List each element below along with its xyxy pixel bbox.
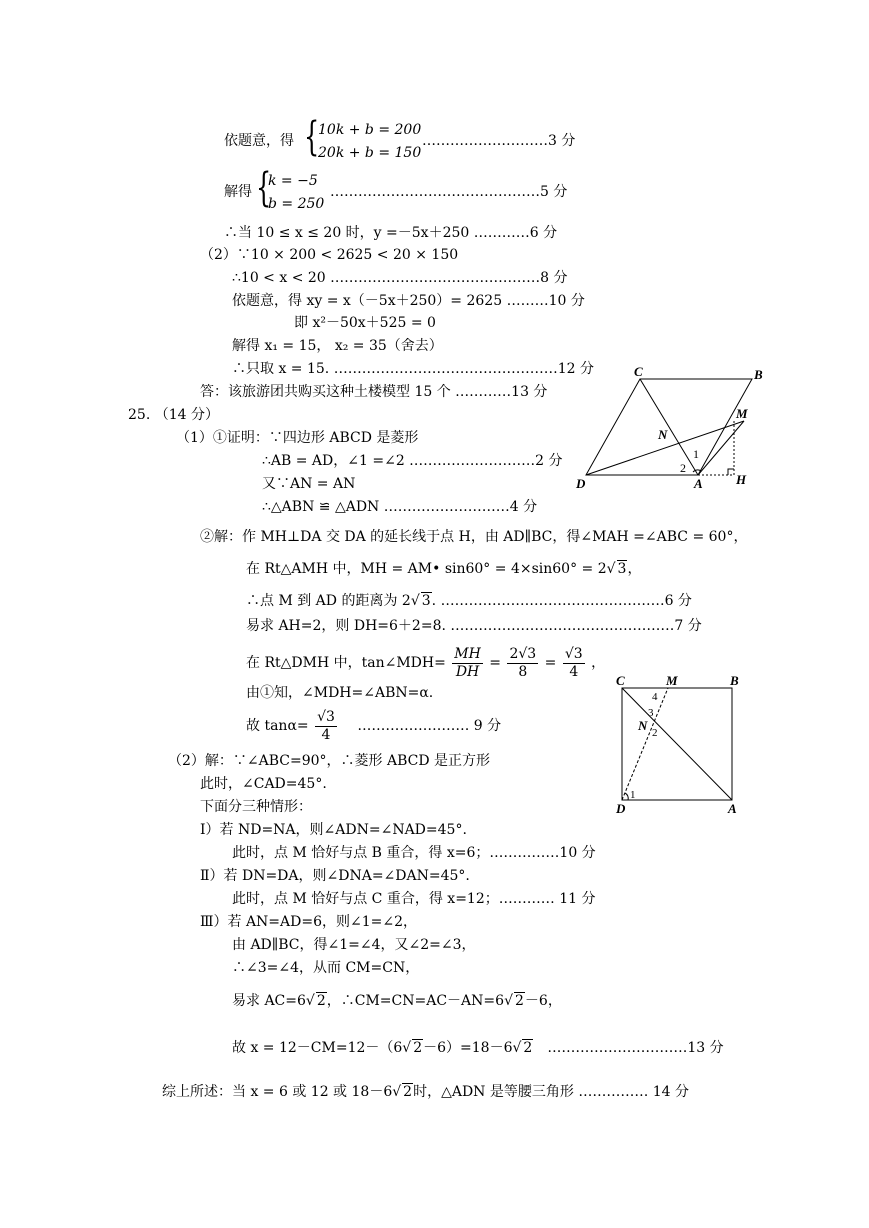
label-m: M <box>666 673 678 688</box>
radicand: 2 <box>316 993 326 1009</box>
case-1: Ⅰ）若 ND=NA，则∠ADN=∠NAD=45°. <box>200 822 467 838</box>
line-take: ∴只取 x = 15. …………………………………………12 分 <box>232 361 594 377</box>
fraction-2sqrt3-8 <box>507 646 538 681</box>
score-3: ………………………3 分 <box>422 133 576 149</box>
label-angle-1: 1 <box>693 447 699 461</box>
label-angle-1: 1 <box>630 789 636 801</box>
line-result: ∴当 10 ≤ x ≤ 20 时，y =－5x＋250 …………6 分 <box>224 225 558 241</box>
label-b: B <box>730 673 739 688</box>
line-cad: 此时，∠CAD=45°. <box>200 776 327 792</box>
text: ， <box>627 561 642 577</box>
numerator: √3 <box>317 708 335 725</box>
label-c: C <box>634 364 643 379</box>
line-quadratic: 即 x²－50x＋525 = 0 <box>294 315 436 331</box>
label-angle-4: 4 <box>652 691 658 703</box>
label-angle-2: 2 <box>680 461 686 475</box>
line-mh: 在 Rt△AMH 中，MH = AM• sin60° = 4×sin60° = 2√ 3， <box>246 561 642 577</box>
label-d: D <box>616 801 626 816</box>
radicand: 3 <box>617 561 627 577</box>
line-cases: 下面分三种情形： <box>200 799 312 815</box>
score-9: …………………… 9 分 <box>357 718 502 734</box>
text: = <box>544 655 557 671</box>
radicand: 2 <box>403 1084 413 1100</box>
numerator: MH <box>454 645 481 662</box>
case-2-result: 此时，点 M 恰好与点 C 重合，得 x=12；………… 11 分 <box>232 891 596 907</box>
denominator: DH <box>455 663 480 680</box>
figure-rhombus <box>572 364 772 494</box>
label-d: D <box>576 476 586 491</box>
score-5: ………………………………………5 分 <box>330 184 568 200</box>
case-3: Ⅲ）若 AN=AD=6，则∠1=∠2， <box>200 914 418 930</box>
numerator: 2√3 <box>509 645 537 662</box>
solution-b: b = 250 <box>268 196 325 208</box>
text: 在 Rt△AMH 中，MH = AM• sin60° = 4×sin60° = 2 <box>246 561 607 577</box>
text: 依题意，得 <box>224 133 294 149</box>
label-n: N <box>658 427 668 442</box>
brace: { <box>256 165 272 211</box>
case-3-line-1: 由 AD∥BC，得∠1=∠4，又∠2=∠3， <box>232 937 476 953</box>
fraction-sqrt3-4 <box>315 709 337 744</box>
brace: { <box>304 114 320 160</box>
label-angle-2: 2 <box>652 727 658 739</box>
text: －6， <box>524 993 562 1009</box>
line-ah: 易求 AH=2，则 DH=6＋2=8. …………………………………………7 分 <box>246 618 702 634</box>
angle-mark <box>625 793 628 800</box>
text: ， <box>591 655 606 671</box>
proof-line-3: ∴△ABN ≌ △ADN ………………………4 分 <box>262 499 538 515</box>
label-h: H <box>736 472 747 487</box>
case-2: Ⅱ）若 DN=DA，则∠DNA=∠DAN=45°. <box>200 868 470 884</box>
question-25: 25. （14 分） <box>128 407 219 423</box>
proof-line-2: 又∵AN = AN <box>262 476 356 492</box>
radicand: 2 <box>523 1040 533 1056</box>
radicand: 2 <box>514 993 524 1009</box>
part2-start: （2）∵10 × 200 < 2625 < 20 × 150 <box>200 247 459 263</box>
radicand: 3 <box>421 593 431 609</box>
text: = <box>489 655 502 671</box>
denominator: 8 <box>518 663 528 680</box>
line-answer: 答：该旅游团共购买这种土楼模型 15 个 …………13 分 <box>200 384 548 400</box>
solution-k: k = −5 <box>268 173 318 189</box>
line-equation-setup <box>224 132 294 150</box>
label-c: C <box>616 673 625 688</box>
text: 故 tanα= <box>246 718 309 734</box>
equation-2: 20k + b = 150 <box>318 145 422 161</box>
label-a: A <box>728 801 737 816</box>
proof-start: （1）①证明：∵四边形 ABCD 是菱形 <box>176 430 419 446</box>
equation-1: 10k + b = 200 <box>318 122 422 138</box>
line-tan <box>246 645 605 681</box>
conclusion: 综上所述：当 x = 6 或 12 或 18－6√ 2时，△ADN 是等腰三角形 …………… 14 分 <box>162 1084 690 1100</box>
text: 在 Rt△DMH 中，tan∠MDH= <box>246 655 446 671</box>
radicand: 2 <box>413 1040 423 1056</box>
segment-ca <box>640 379 698 475</box>
label-n: N <box>638 718 648 733</box>
diagonal-ca <box>622 688 732 800</box>
denominator: 4 <box>321 726 331 743</box>
label-angle-3: 3 <box>648 707 654 719</box>
numerator: √3 <box>564 645 583 662</box>
text: 故 x = 12－CM=12－（6 <box>232 1040 403 1056</box>
text: ∴点 M 到 AD 的距离为 2 <box>246 593 411 609</box>
line-alpha: 由①知，∠MDH=∠ABN=α. <box>246 685 434 701</box>
line-roots: 解得 x₁ = 15， x₂ = 35（舍去） <box>232 338 443 354</box>
line-range: ∴10 < x < 20 ………………………………………8 分 <box>232 270 568 286</box>
case-3-line-2: ∴∠3=∠4，从而 CM=CN， <box>232 960 420 976</box>
text: 易求 AC=6 <box>232 993 306 1009</box>
case-3-x: 故 x = 12－CM=12－（6√ 2－6）=18－6√ 2 …………………………13 分 <box>232 1040 724 1056</box>
denominator: 4 <box>569 663 579 680</box>
line-equation: 依题意，得 xy = x（－5x＋250）= 2625 ………10 分 <box>232 293 585 309</box>
score-13: …………………………13 分 <box>547 1040 724 1056</box>
label-b: B <box>754 367 763 382</box>
label-a: A <box>694 476 703 491</box>
figure-square <box>610 672 750 818</box>
solution-2-start: ②解：作 MH⊥DA 交 DA 的延长线于点 H，由 AD∥BC，得∠MAH =∠ABC = 60°， <box>200 529 748 545</box>
text: 时，△ADN 是等腰三角形 …………… 14 分 <box>413 1084 690 1100</box>
proof-line-1: ∴AB = AD，∠1 =∠2 ………………………2 分 <box>262 453 563 469</box>
fraction-mh-dh <box>452 646 483 681</box>
case-3-ac: 易求 AC=6√ 2，∴CM=CN=AC－AN=6√ 2－6， <box>232 993 562 1009</box>
solve-label: 解得 <box>224 184 252 200</box>
label-m: M <box>736 406 748 421</box>
text: －6）=18－6 <box>423 1040 513 1056</box>
line-tan-alpha <box>246 708 501 744</box>
text: . …………………………………………6 分 <box>431 593 692 609</box>
case-1-result: 此时，点 M 恰好与点 B 重合，得 x=6；……………10 分 <box>232 845 596 861</box>
text: 综上所述：当 x = 6 或 12 或 18－6 <box>162 1084 393 1100</box>
part2-q25: （2）解：∵∠ABC=90°，∴菱形 ABCD 是正方形 <box>168 753 491 769</box>
line-distance: ∴点 M 到 AD 的距离为 2√ 3. …………………………………………6 分 <box>246 593 692 609</box>
segment-dm <box>622 688 668 800</box>
right-angle-mark <box>728 469 734 475</box>
fraction-sqrt3-4 <box>563 646 585 681</box>
text: ，∴CM=CN=AC－AN=6 <box>326 993 505 1009</box>
